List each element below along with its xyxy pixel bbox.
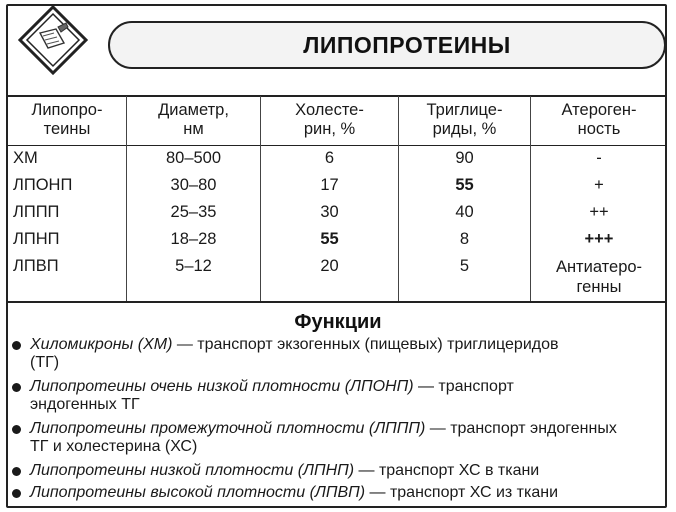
table-cell-atherogenicity: Антиатеро- генны [555, 258, 643, 296]
table-cell-triglycerides: 90 [455, 149, 474, 167]
table-cell-triglycerides: 8 [459, 230, 470, 248]
table-cell-atherogenicity: +++ [584, 230, 614, 248]
book-logo-icon [18, 5, 88, 75]
table-cell-name: ЛПОНП [13, 176, 73, 194]
function-term: Липопротеины высокой плотности (ЛПВП) [30, 484, 366, 501]
table-cell-triglycerides: 55 [455, 176, 474, 194]
function-description: — транспорт ХС из ткани [365, 484, 559, 501]
table-cell-cholesterol: 55 [320, 230, 339, 248]
function-item-vldl [12, 378, 602, 414]
header-atherogenicity: Атероген- ность [561, 101, 637, 138]
function-description: — транспорт эндогенных ТГ и холестерина (ХС) [30, 420, 617, 455]
table-header-rule [6, 145, 667, 146]
page-title: ЛИПОПРОТЕИНЫ [303, 31, 511, 58]
header-lipoproteins: Липопро- теины [31, 101, 103, 138]
table-cell-diameter: 18–28 [170, 230, 217, 248]
bullet-icon [12, 383, 21, 392]
table-cell-atherogenicity: - [596, 149, 602, 167]
table-cell-diameter: 30–80 [170, 176, 217, 194]
functions-heading: Функции [294, 311, 382, 333]
function-item-hdl [12, 484, 672, 502]
table-cell-cholesterol: 6 [324, 149, 335, 167]
table-bottom-rule [6, 301, 667, 303]
table-cell-diameter: 5–12 [175, 257, 212, 275]
bullet-icon [12, 467, 21, 476]
function-description: — транспорт ХС в ткани [354, 462, 540, 479]
header-triglycerides: Триглице- риды, % [426, 101, 503, 138]
title-banner [108, 21, 666, 69]
bullet-icon [12, 425, 21, 434]
table-cell-atherogenicity: ++ [589, 203, 609, 221]
function-term: Липопротеины промежуточной плотности (ЛППП) [30, 420, 426, 437]
table-cell-cholesterol: 17 [320, 176, 339, 194]
header-diameter: Диаметр, нм [158, 101, 229, 138]
table-cell-name: ЛПНП [13, 230, 60, 248]
table-cell-cholesterol: 30 [320, 203, 339, 221]
table-cell-triglycerides: 5 [459, 257, 470, 275]
function-item-ldl [12, 462, 672, 480]
table-cell-name: ЛПВП [13, 257, 59, 275]
header-cholesterol: Холесте- рин, % [295, 101, 364, 138]
function-item-chylomicrons [12, 336, 572, 372]
function-term: Липопротеины очень низкой плотности (ЛПОНП) [30, 378, 414, 395]
function-item-idl [12, 420, 632, 456]
function-term: Хиломикроны (ХМ) [30, 336, 173, 353]
table-cell-atherogenicity: + [594, 176, 604, 194]
function-description: — транспорт эндогенных ТГ [30, 378, 514, 413]
table-top-rule [6, 95, 667, 97]
table-cell-triglycerides: 40 [455, 203, 474, 221]
function-description: — транспорт экзогенных (пищевых) триглицеридов (ТГ) [30, 336, 559, 371]
bullet-icon [12, 489, 21, 498]
table-cell-name: ЛППП [13, 203, 60, 221]
function-term: Липопротеины низкой плотности (ЛПНП) [30, 462, 355, 479]
table-cell-diameter: 80–500 [165, 149, 222, 167]
bullet-icon [12, 341, 21, 350]
table-cell-cholesterol: 20 [320, 257, 339, 275]
table-cell-diameter: 25–35 [170, 203, 217, 221]
table-cell-name: ХМ [13, 149, 38, 167]
